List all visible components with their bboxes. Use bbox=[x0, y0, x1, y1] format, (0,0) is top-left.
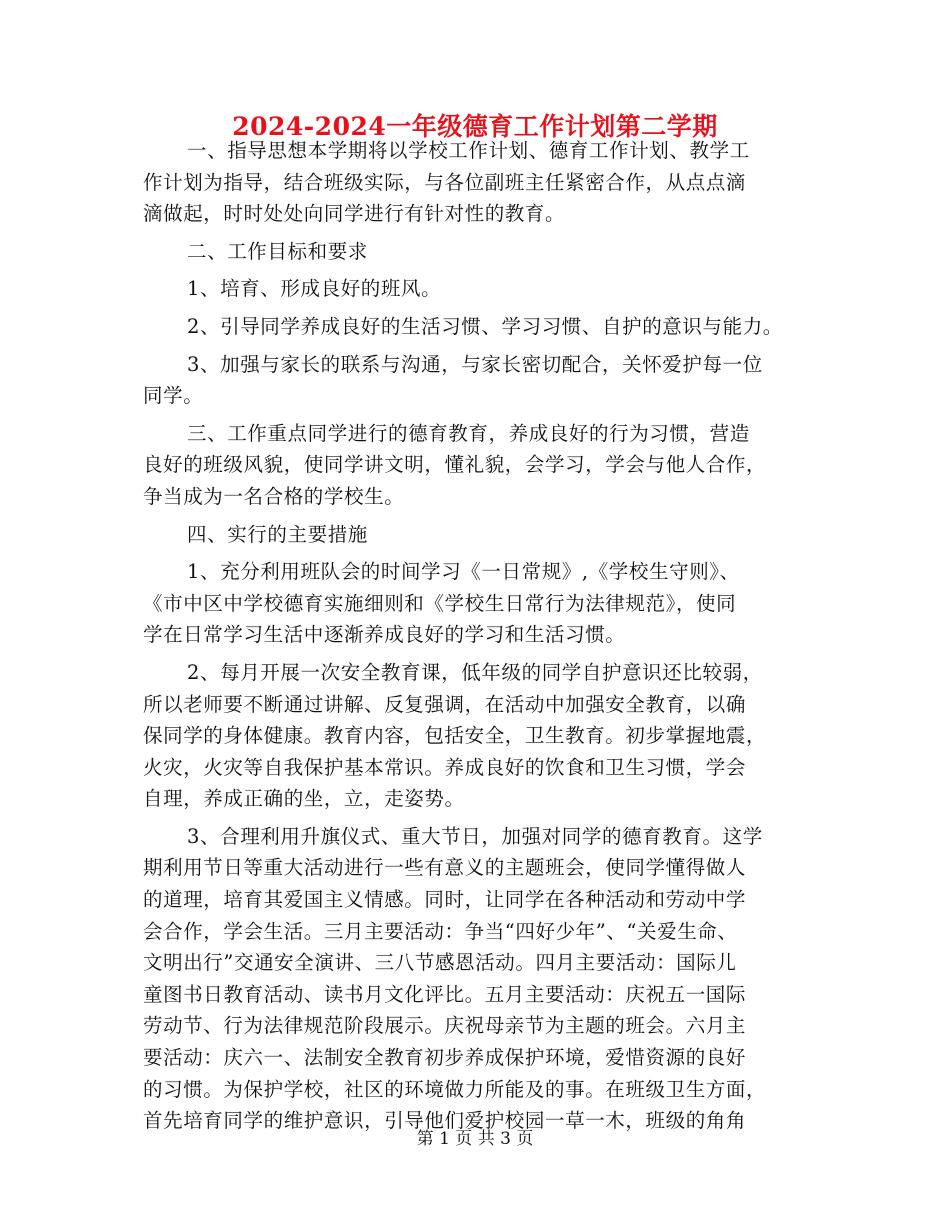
body-line: 三、工作重点同学进行的德育教育，养成良好的行为习惯，营造 bbox=[187, 421, 750, 445]
body-line: 所以老师要不断通过讲解、反复强调，在活动中加强安全教育，以确 bbox=[143, 692, 747, 716]
body-line: 自理，养成正确的坐，立，走姿势。 bbox=[143, 787, 465, 811]
body-line: 会合作，学会生活。三月主要活动：争当“四好少年”、“关爱生命、 bbox=[143, 919, 738, 943]
body-line: 2、引导同学养成良好的生活习惯、学习习惯、自护的意识与能力。 bbox=[187, 314, 783, 338]
body-line: 的道理，培育其爱国主义情感。同时，让同学在各种活动和劳动中学 bbox=[143, 888, 747, 912]
section-heading: 四、实行的主要措施 bbox=[187, 522, 368, 546]
section-heading: 二、工作目标和要求 bbox=[187, 239, 368, 263]
body-line: 文明出行”交通安全演讲、三八节感恩活动。四月主要活动：国际儿 bbox=[143, 951, 737, 975]
body-line: 期利用节日等重大活动进行一些有意义的主题班会，使同学懂得做人 bbox=[143, 856, 747, 880]
body-line: 2、每月开展一次安全教育课，低年级的同学自护意识还比较弱， bbox=[187, 660, 763, 684]
body-line: 的习惯。为保护学校，社区的环境做力所能及的事。在班级卫生方面， bbox=[143, 1077, 767, 1101]
body-line: 3、加强与家长的联系与沟通，与家长密切配合，关怀爱护每一位 bbox=[187, 352, 763, 376]
body-line: 良好的班级风貌，使同学讲文明，懂礼貌，会学习，学会与他人合作， bbox=[143, 453, 767, 477]
body-line: 一、指导思想本学期将以学校工作计划、德育工作计划、教学工 bbox=[187, 139, 750, 162]
body-line: 首先培育同学的维护意识，引导他们爱护校园一草一木，班级的角角 bbox=[143, 1109, 747, 1133]
document-body bbox=[143, 135, 828, 1137]
body-line: 同学。 bbox=[143, 384, 204, 408]
body-line: 童图书日教育活动、读书月文化评比。五月主要活动：庆祝五一国际 bbox=[143, 982, 747, 1006]
body-line: 劳动节、行为法律规范阶段展示。庆祝母亲节为主题的班会。六月主 bbox=[143, 1014, 747, 1038]
body-line: 要活动：庆六一、法制安全教育初步养成保护环境，爱惜资源的良好 bbox=[143, 1046, 747, 1070]
body-line: 滴做起，时时处处向同学进行有针对性的教育。 bbox=[143, 202, 566, 226]
page-footer: 第 1 页 共 3 页 bbox=[416, 1129, 534, 1149]
body-line: 1、充分利用班队会的时间学习《一日常规》,《学校生守则》、 bbox=[187, 560, 740, 584]
document-title: 2024-2024一年级德育工作计划第二学期 bbox=[232, 112, 718, 141]
body-line: 《市中区中学校德育实施细则和《学校生日常行为法律规范》，使同 bbox=[143, 591, 737, 615]
body-line: 学在日常学习生活中逐渐养成良好的学习和生活习惯。 bbox=[143, 623, 626, 647]
body-line: 火灾，火灾等自我保护基本常识。养成良好的饮食和卫生习惯，学会 bbox=[143, 755, 747, 779]
body-line: 1、培育、形成良好的班风。 bbox=[187, 277, 442, 301]
body-line: 保同学的身体健康。教育内容，包括安全，卫生教育。初步掌握地震， bbox=[143, 724, 767, 748]
body-line: 争当成为一名合格的学校生。 bbox=[143, 484, 405, 508]
body-line: 3、合理利用升旗仪式、重大节日，加强对同学的德育教育。这学 bbox=[187, 824, 763, 848]
body-line: 作计划为指导，结合班级实际，与各位副班主任紧密合作，从点点滴 bbox=[143, 170, 747, 194]
